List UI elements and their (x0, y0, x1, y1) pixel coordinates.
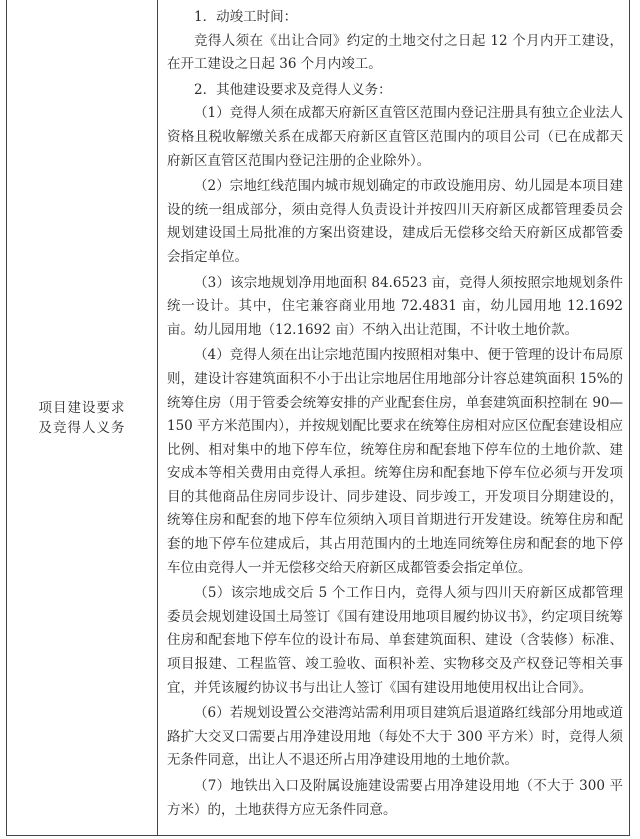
requirement-item-3: （3）该宗地规划净用地面积 84.6523 亩，竞得人须按照宗地规划条件统一设计。其中，住宅兼容商业用地 72.4831 亩，幼儿园用地 12.1692 亩。幼儿园用地（12.1692 亩）不纳入出让范围，不计收土地价款。 (167, 274, 623, 338)
row-label-line2: 及竞得人义务 (38, 419, 126, 436)
row-label-line1: 项目建设要求 (38, 399, 126, 416)
requirement-item-5: （5）该宗地成交后 5 个工作日内，竞得人须与四川天府新区成都管理委员会规划建设国土局签订《国有建设用地项目履约协议书》，约定项目统筹住房和配套地下停车位的设计布局、单套建筑面积、建设（含装修）标准、项目报建、工程监管、竣工验收、面积补差、实物移交及产权登记等相关事宜，并凭该履约协议书与出让人签订《国有建设用地使用权出让合同》。 (167, 585, 623, 696)
row-label (7, 0, 157, 835)
requirement-item-7: （7）地铁出入口及附属设施建设需要占用净建设用地（不大于 300 平方米）的，土地获得方应无条件同意。 (167, 778, 623, 818)
column-divider (157, 0, 158, 835)
construction-time-paragraph: 竞得人须在《出让合同》约定的土地交付之日起 12 个月内开工建设，在开工建设之日起 36 个月内竣工。 (167, 32, 623, 73)
row-content (167, 6, 623, 824)
section-heading-2: 2．其他建设要求及竞得人义务： (194, 81, 392, 98)
requirement-item-6: （6）若规划设置公交港湾站需利用项目建筑后退道路红线部分用地或道路扩大交叉口需要占用净建设用地（每处不大于 300 平方米）时，竞得人须无条件同意，出让人不退还所占用净建设用地的土地价款。 (167, 705, 623, 769)
requirement-item-4: （4）竞得人须在出让宗地范围内按照相对集中、便于管理的设计布局原则，建设计容建筑面积不小于出让宗地居住用地部分计容总建筑面积 15%的统筹住房（用于管委会统筹安排的产业配套住房，单套建筑面积控制在 90—150 平方米范围内），并按规划配比要求在统筹住房相对应区位配套建设相应比例、相对集中的地下停车位，统筹住房和配套地下停车位的土地价款、建安成本等相关费用由竞得人承担。统筹住房和配套地下停车位必须与开发项目的其他商品住房同步设计、同步建设、同步竣工，开发项目分期建设的，统筹住房和配套的地下停车位须纳入项目首期进行开发建设。统筹住房和配套的地下停车位建成后，其占用范围内的土地连同统筹住房和配套的地下停车位由竞得人一并无偿移交给天府新区成都管委会指定单位。 (167, 347, 623, 576)
requirement-item-2: （2）宗地红线范围内城市规划确定的市政设施用房、幼儿园是本项目建设的统一组成部分，须由竞得人负责设计并按四川天府新区成都管理委员会规划建设国土局批准的方案出资建设，建成后无偿移交给天府新区成都管委会指定单位。 (167, 178, 623, 265)
requirement-item-1: （1）竞得人须在成都天府新区直管区范围内登记注册具有独立企业法人资格且税收解缴关系在成都天府新区直管区范围内的项目公司（已在成都天府新区直管区范围内登记注册的企业除外）。 (167, 105, 623, 169)
requirements-table (6, 0, 630, 836)
section-heading-1: 1．动竣工时间： (194, 9, 298, 25)
